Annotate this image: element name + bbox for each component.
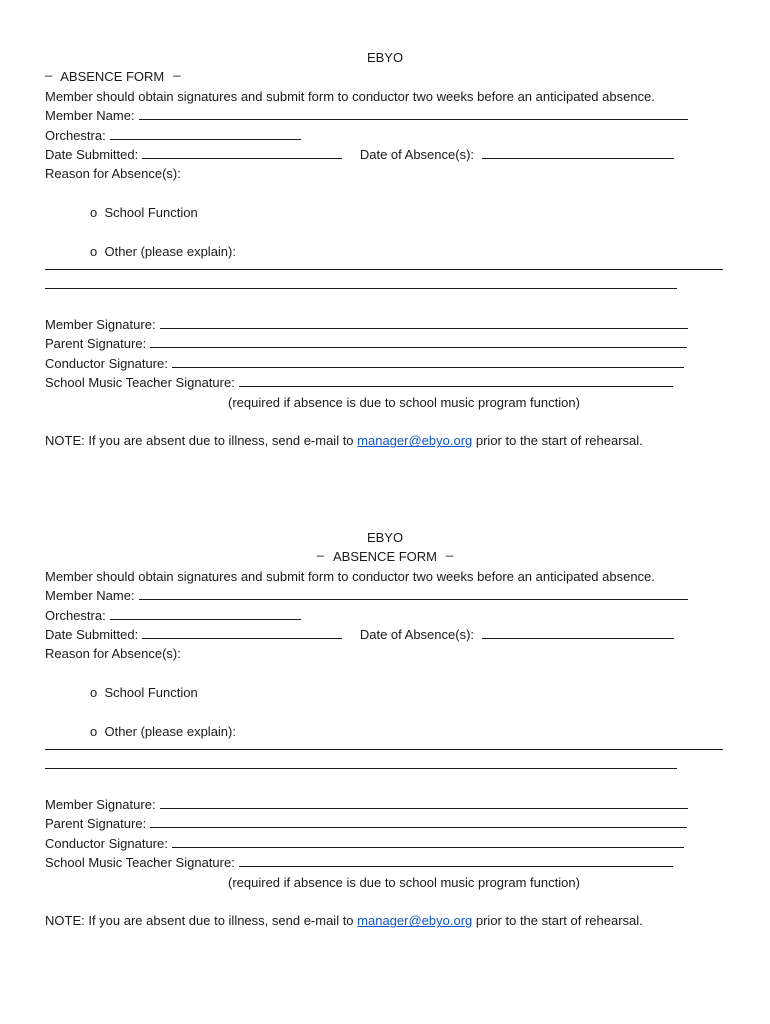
date-absence-field[interactable] xyxy=(482,626,674,639)
explain-line-1[interactable] xyxy=(45,741,725,760)
member-name-field[interactable] xyxy=(139,587,688,600)
date-absence-field[interactable] xyxy=(482,146,674,159)
member-name-row xyxy=(45,106,725,125)
member-name-row xyxy=(45,586,725,605)
title-mark-right: _ xyxy=(173,62,181,78)
member-name-label: Member Name: xyxy=(45,588,135,604)
member-signature-field[interactable] xyxy=(160,316,688,329)
explain-line-2[interactable] xyxy=(45,281,725,300)
teacher-signature-row xyxy=(45,373,725,392)
orchestra-row xyxy=(45,606,725,625)
instructions: Member should obtain signatures and submit form to conductor two weeks before an anticipated absence. xyxy=(45,568,655,584)
orchestra-field[interactable] xyxy=(110,607,301,620)
conductor-signature-field[interactable] xyxy=(172,835,684,848)
title-mark-left: _ xyxy=(316,542,324,558)
orchestra-row xyxy=(45,126,725,145)
illness-note xyxy=(45,911,725,930)
note-prefix: NOTE: If you are absent due to illness, send e-mail to xyxy=(45,433,358,449)
conductor-signature-field[interactable] xyxy=(172,355,684,368)
date-absence-label: Date of Absence(s): xyxy=(359,146,475,162)
illness-note xyxy=(45,431,725,450)
email-link[interactable]: manager@ebyo.org xyxy=(357,433,473,449)
teacher-signature-row xyxy=(45,853,725,872)
parent-signature-row xyxy=(45,814,725,833)
absence-form-1 xyxy=(45,48,725,451)
required-note: (required if absence is due to school music program function) xyxy=(228,394,580,410)
date-submitted-label: Date Submitted: xyxy=(45,626,139,642)
member-signature-row xyxy=(45,795,725,814)
form-title: ABSENCE FORM xyxy=(332,549,437,565)
dates-row xyxy=(45,625,725,644)
orchestra-label: Orchestra: xyxy=(45,607,106,623)
note-suffix: prior to the start of rehearsal. xyxy=(472,433,643,449)
note-suffix: prior to the start of rehearsal. xyxy=(472,913,643,929)
member-name-field[interactable] xyxy=(139,107,688,120)
parent-signature-label: Parent Signature: xyxy=(45,336,147,352)
teacher-signature-field[interactable] xyxy=(239,374,673,387)
date-submitted-field[interactable] xyxy=(142,146,342,159)
conductor-signature-row xyxy=(45,354,725,373)
explain-line-1[interactable] xyxy=(45,261,725,280)
member-signature-field[interactable] xyxy=(160,796,688,809)
reason-label: Reason for Absence(s): xyxy=(45,166,181,182)
parent-signature-row xyxy=(45,334,725,353)
teacher-signature-field[interactable] xyxy=(239,854,673,867)
member-signature-label: Member Signature: xyxy=(45,797,156,813)
parent-signature-label: Parent Signature: xyxy=(45,816,147,832)
orchestra-field[interactable] xyxy=(110,127,301,140)
dates-row xyxy=(45,145,725,164)
checkbox-icon[interactable]: o xyxy=(90,243,98,259)
instructions: Member should obtain signatures and submit form to conductor two weeks before an anticipated absence. xyxy=(45,88,655,104)
option-school-function[interactable] xyxy=(45,683,725,702)
member-signature-label: Member Signature: xyxy=(45,317,156,333)
checkbox-icon[interactable]: o xyxy=(90,205,98,221)
teacher-signature-label: School Music Teacher Signature: xyxy=(45,375,235,391)
option-other-label: Other (please explain): xyxy=(104,243,236,259)
date-submitted-label: Date Submitted: xyxy=(45,146,139,162)
title-mark-left: _ xyxy=(45,62,53,78)
form-title-row xyxy=(45,542,725,566)
date-absence-label: Date of Absence(s): xyxy=(359,626,475,642)
conductor-signature-label: Conductor Signature: xyxy=(45,835,168,851)
title-mark-right: _ xyxy=(446,542,454,558)
org-title: EBYO xyxy=(366,530,404,545)
option-school-label: School Function xyxy=(104,205,198,221)
parent-signature-field[interactable] xyxy=(150,335,687,348)
parent-signature-field[interactable] xyxy=(150,815,687,828)
conductor-signature-row xyxy=(45,834,725,853)
form-title: ABSENCE FORM xyxy=(60,69,165,85)
option-other-label: Other (please explain): xyxy=(104,723,236,739)
member-signature-row xyxy=(45,315,725,334)
note-prefix: NOTE: If you are absent due to illness, send e-mail to xyxy=(45,913,358,929)
conductor-signature-label: Conductor Signature: xyxy=(45,355,168,371)
explain-line-2[interactable] xyxy=(45,761,725,780)
option-school-function[interactable] xyxy=(45,203,725,222)
date-submitted-field[interactable] xyxy=(142,626,342,639)
reason-label: Reason for Absence(s): xyxy=(45,646,181,662)
checkbox-icon[interactable]: o xyxy=(90,723,98,739)
absence-form-2 xyxy=(45,528,725,931)
required-note: (required if absence is due to school music program function) xyxy=(228,874,580,890)
member-name-label: Member Name: xyxy=(45,108,135,124)
form-title-row xyxy=(45,62,725,86)
email-link[interactable]: manager@ebyo.org xyxy=(357,913,473,929)
orchestra-label: Orchestra: xyxy=(45,127,106,143)
teacher-signature-label: School Music Teacher Signature: xyxy=(45,855,235,871)
option-school-label: School Function xyxy=(104,685,198,701)
option-other[interactable] xyxy=(45,722,725,741)
option-other[interactable] xyxy=(45,242,725,261)
checkbox-icon[interactable]: o xyxy=(90,685,98,701)
org-title: EBYO xyxy=(366,50,404,65)
